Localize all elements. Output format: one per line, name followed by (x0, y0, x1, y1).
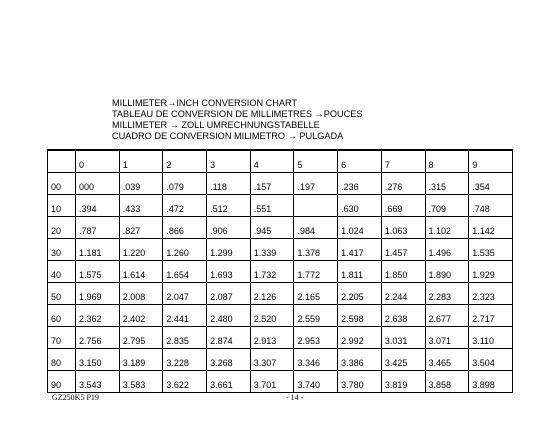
table-cell: 2.795 (119, 327, 163, 349)
column-header-cell: 7 (381, 150, 425, 173)
table-cell: 3.307 (250, 349, 294, 371)
table-cell: 1.732 (250, 261, 294, 283)
table-cell: 1.535 (469, 239, 513, 261)
table-cell: .276 (381, 173, 425, 195)
table-cell: .827 (119, 217, 163, 239)
table-cell: .039 (119, 173, 163, 195)
table-cell: .787 (76, 217, 120, 239)
table-cell: .394 (76, 195, 120, 217)
table-cell: 3.465 (425, 349, 469, 371)
table-cell: 2.717 (469, 305, 513, 327)
table-cell: 1.417 (338, 239, 382, 261)
table-row (48, 217, 513, 239)
table-cell: .709 (425, 195, 469, 217)
table-cell: 2.402 (119, 305, 163, 327)
table-cell: 3.150 (76, 349, 120, 371)
table-cell: .157 (250, 173, 294, 195)
row-header-cell: 20 (48, 217, 76, 239)
table-cell: 3.661 (207, 371, 251, 393)
conversion-table (47, 149, 513, 393)
column-header-cell: 9 (469, 150, 513, 173)
table-cell: 3.898 (469, 371, 513, 393)
table-cell: 1.102 (425, 217, 469, 239)
table-cell: 1.693 (207, 261, 251, 283)
table-cell: 1.457 (381, 239, 425, 261)
table-cell: 2.559 (294, 305, 338, 327)
column-header-cell: 3 (207, 150, 251, 173)
table-cell: .197 (294, 173, 338, 195)
table-cell: .472 (163, 195, 207, 217)
header-corner-cell (48, 150, 76, 173)
table-cell: .669 (381, 195, 425, 217)
table-cell: 3.622 (163, 371, 207, 393)
table-cell: .984 (294, 217, 338, 239)
row-header-cell: 90 (48, 371, 76, 393)
table-cell: 1.850 (381, 261, 425, 283)
table-cell: 2.913 (250, 327, 294, 349)
table-cell: 2.480 (207, 305, 251, 327)
column-header-cell: 4 (250, 150, 294, 173)
table-row (48, 371, 513, 393)
table-row (48, 283, 513, 305)
table-cell: 3.543 (76, 371, 120, 393)
table-cell: 3.268 (207, 349, 251, 371)
column-header-cell: 8 (425, 150, 469, 173)
table-cell: 3.780 (338, 371, 382, 393)
column-header-cell: 5 (294, 150, 338, 173)
table-cell: 3.858 (425, 371, 469, 393)
table-cell: 1.614 (119, 261, 163, 283)
title-german: MILLIMETER → ZOLL UMRECHNUNGSTABELLE (112, 120, 320, 130)
table-cell: 2.008 (119, 283, 163, 305)
table-cell: 3.819 (381, 371, 425, 393)
title-spanish: CUADRO DE CONVERSION MILIMETRO → PULGADA (112, 131, 344, 141)
table-cell: .315 (425, 173, 469, 195)
table-cell: 2.598 (338, 305, 382, 327)
table-cell: 2.441 (163, 305, 207, 327)
table-cell: 3.583 (119, 371, 163, 393)
row-header-cell: 40 (48, 261, 76, 283)
table-cell: 3.386 (338, 349, 382, 371)
table-row (48, 327, 513, 349)
table-cell: .079 (163, 173, 207, 195)
column-header-cell: 1 (119, 150, 163, 173)
table-cell: 1.496 (425, 239, 469, 261)
table-cell: 1.969 (76, 283, 120, 305)
table-cell: 1.811 (338, 261, 382, 283)
row-header-cell: 80 (48, 349, 76, 371)
document-code: GZ250K5 P19 (52, 393, 99, 402)
table-cell: 1.260 (163, 239, 207, 261)
table-cell: 2.165 (294, 283, 338, 305)
table-cell: .906 (207, 217, 251, 239)
row-header-cell: 60 (48, 305, 76, 327)
row-header-cell: 00 (48, 173, 76, 195)
table-cell: 1.339 (250, 239, 294, 261)
table-row (48, 261, 513, 283)
table-cell: 2.323 (469, 283, 513, 305)
table-cell: .118 (207, 173, 251, 195)
table-cell: 1.063 (381, 217, 425, 239)
table-cell: 2.756 (76, 327, 120, 349)
table-cell: 2.126 (250, 283, 294, 305)
column-header-cell: 6 (338, 150, 382, 173)
table-cell: 1.220 (119, 239, 163, 261)
table-row (48, 239, 513, 261)
table-header-row (48, 150, 513, 173)
table-cell: 3.228 (163, 349, 207, 371)
table-cell: .630 (338, 195, 382, 217)
table-cell: 2.205 (338, 283, 382, 305)
table-cell: .354 (469, 173, 513, 195)
title-english: MILLIMETER→INCH CONVERSION CHART (112, 98, 298, 108)
table-cell: 3.425 (381, 349, 425, 371)
table-cell: 3.071 (425, 327, 469, 349)
table-cell: 1.654 (163, 261, 207, 283)
table-cell: 1.772 (294, 261, 338, 283)
table-row (48, 305, 513, 327)
table-cell: 000 (76, 173, 120, 195)
table-cell: 3.740 (294, 371, 338, 393)
table-cell: 3.504 (469, 349, 513, 371)
table-cell: 3.110 (469, 327, 513, 349)
table-cell: 2.362 (76, 305, 120, 327)
table-cell: 2.244 (381, 283, 425, 305)
table-cell: 1.142 (469, 217, 513, 239)
table-cell: .748 (469, 195, 513, 217)
table-cell: 1.890 (425, 261, 469, 283)
table-cell: 3.189 (119, 349, 163, 371)
table-row (48, 173, 513, 195)
table-row (48, 349, 513, 371)
table-cell: 1.299 (207, 239, 251, 261)
table-cell: 1.575 (76, 261, 120, 283)
table-cell: .512 (207, 195, 251, 217)
row-header-cell: 70 (48, 327, 76, 349)
table-cell: 2.992 (338, 327, 382, 349)
table-cell: .866 (163, 217, 207, 239)
table-cell: 2.835 (163, 327, 207, 349)
table-cell: .433 (119, 195, 163, 217)
table-cell: 1.929 (469, 261, 513, 283)
table-cell: .945 (250, 217, 294, 239)
table-cell: 2.087 (207, 283, 251, 305)
table-cell: 3.701 (250, 371, 294, 393)
row-header-cell: 50 (48, 283, 76, 305)
table-cell: 3.346 (294, 349, 338, 371)
table-row (48, 195, 513, 217)
row-header-cell: 30 (48, 239, 76, 261)
row-header-cell: 10 (48, 195, 76, 217)
table-cell: 2.677 (425, 305, 469, 327)
table-cell: 1.378 (294, 239, 338, 261)
table-cell: 2.520 (250, 305, 294, 327)
column-header-cell: 0 (76, 150, 120, 173)
title-french: TABLEAU DE CONVERSION DE MILLIMETRES →POUCES (112, 109, 363, 119)
table-cell: 2.638 (381, 305, 425, 327)
table-cell: .236 (338, 173, 382, 195)
chart-titles (112, 98, 363, 142)
table-cell: 2.047 (163, 283, 207, 305)
table-cell: 2.874 (207, 327, 251, 349)
table-cell: 2.283 (425, 283, 469, 305)
table-cell: 2.953 (294, 327, 338, 349)
table-cell: 3.031 (381, 327, 425, 349)
table-cell: 1.181 (76, 239, 120, 261)
table-cell: .551 (250, 195, 294, 217)
table-cell (294, 195, 338, 217)
page-number: - 14 - (286, 393, 304, 402)
column-header-cell: 2 (163, 150, 207, 173)
table-cell: 1.024 (338, 217, 382, 239)
